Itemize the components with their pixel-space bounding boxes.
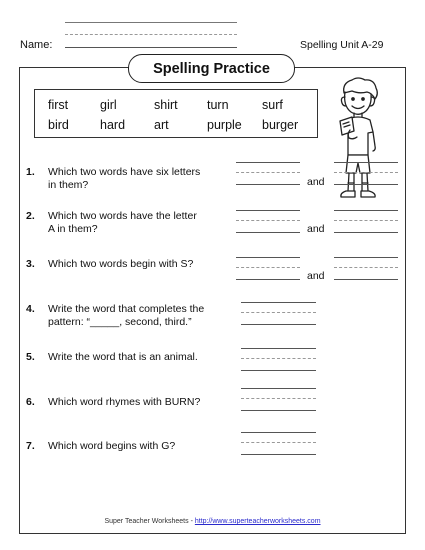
word-bank-word: bird [48, 118, 69, 132]
answer-top-line [236, 257, 300, 258]
word-bank-word: girl [100, 98, 117, 112]
boy-reading-illustration [326, 75, 398, 205]
question-number: 1. [26, 166, 35, 178]
question-number: 7. [26, 440, 35, 452]
answer-guide-line [236, 172, 300, 173]
word-bank-word: purple [207, 118, 242, 132]
answer-top-line [334, 162, 398, 163]
answer-top-line [241, 348, 316, 349]
unit-label: Spelling Unit A-29 [300, 39, 384, 51]
answer-top-line [236, 210, 300, 211]
answer-line[interactable] [236, 232, 300, 233]
word-bank-word: shirt [154, 98, 178, 112]
answer-guide-line [236, 267, 300, 268]
answer-line[interactable] [334, 279, 398, 280]
answer-guide-line [241, 358, 316, 359]
question-number: 2. [26, 210, 35, 222]
answer-guide-line [236, 220, 300, 221]
word-bank-word: hard [100, 118, 126, 132]
answer-line[interactable] [241, 454, 316, 455]
name-line-guide [65, 34, 237, 35]
answer-line[interactable] [334, 232, 398, 233]
answer-top-line [241, 302, 316, 303]
answer-guide-line [334, 172, 398, 173]
worksheet-title: Spelling Practice [128, 54, 295, 83]
name-line-top [65, 22, 237, 23]
question-number: 4. [26, 303, 35, 315]
word-bank-word: turn [207, 98, 229, 112]
answer-top-line [334, 257, 398, 258]
answer-guide-line [334, 220, 398, 221]
answer-line[interactable] [241, 324, 316, 325]
word-bank-word: first [48, 98, 69, 112]
answer-line[interactable] [241, 370, 316, 371]
question-text: Write the word that completes the pattern: “_____, second, third.” [48, 303, 205, 328]
answer-guide-line [241, 442, 316, 443]
answer-top-line [241, 388, 316, 389]
answer-guide-line [241, 312, 316, 313]
name-label: Name: [20, 39, 53, 51]
question-text: Which word rhymes with BURN? [48, 396, 201, 408]
word-bank-word: art [154, 118, 169, 132]
answer-guide-line [241, 398, 316, 399]
question-text: Which word begins with G? [48, 440, 176, 452]
answer-top-line [236, 162, 300, 163]
question-text: Which two words have six letters in them? [48, 166, 201, 191]
footer-link[interactable]: http://www.superteacherworksheets.com [194, 518, 321, 525]
word-bank-word: burger [262, 118, 299, 132]
and-label: and [307, 223, 325, 235]
question-number: 6. [26, 396, 35, 408]
answer-line[interactable] [241, 410, 316, 411]
answer-line[interactable] [236, 184, 300, 185]
answer-top-line [334, 210, 398, 211]
and-label: and [307, 270, 325, 282]
answer-top-line [241, 432, 316, 433]
footer-text: Super Teacher Worksheets - [104, 518, 193, 525]
question-number: 5. [26, 351, 35, 363]
name-write-line[interactable] [65, 47, 237, 48]
question-number: 3. [26, 258, 35, 270]
question-text: Which two words have the letter A in them? [48, 210, 197, 235]
answer-line[interactable] [236, 279, 300, 280]
and-label: and [307, 176, 325, 188]
footer [0, 518, 425, 525]
question-text: Which two words begin with S? [48, 258, 194, 270]
word-bank-word: surf [262, 98, 283, 112]
answer-line[interactable] [334, 184, 398, 185]
answer-guide-line [334, 267, 398, 268]
question-text: Write the word that is an animal. [48, 351, 198, 363]
